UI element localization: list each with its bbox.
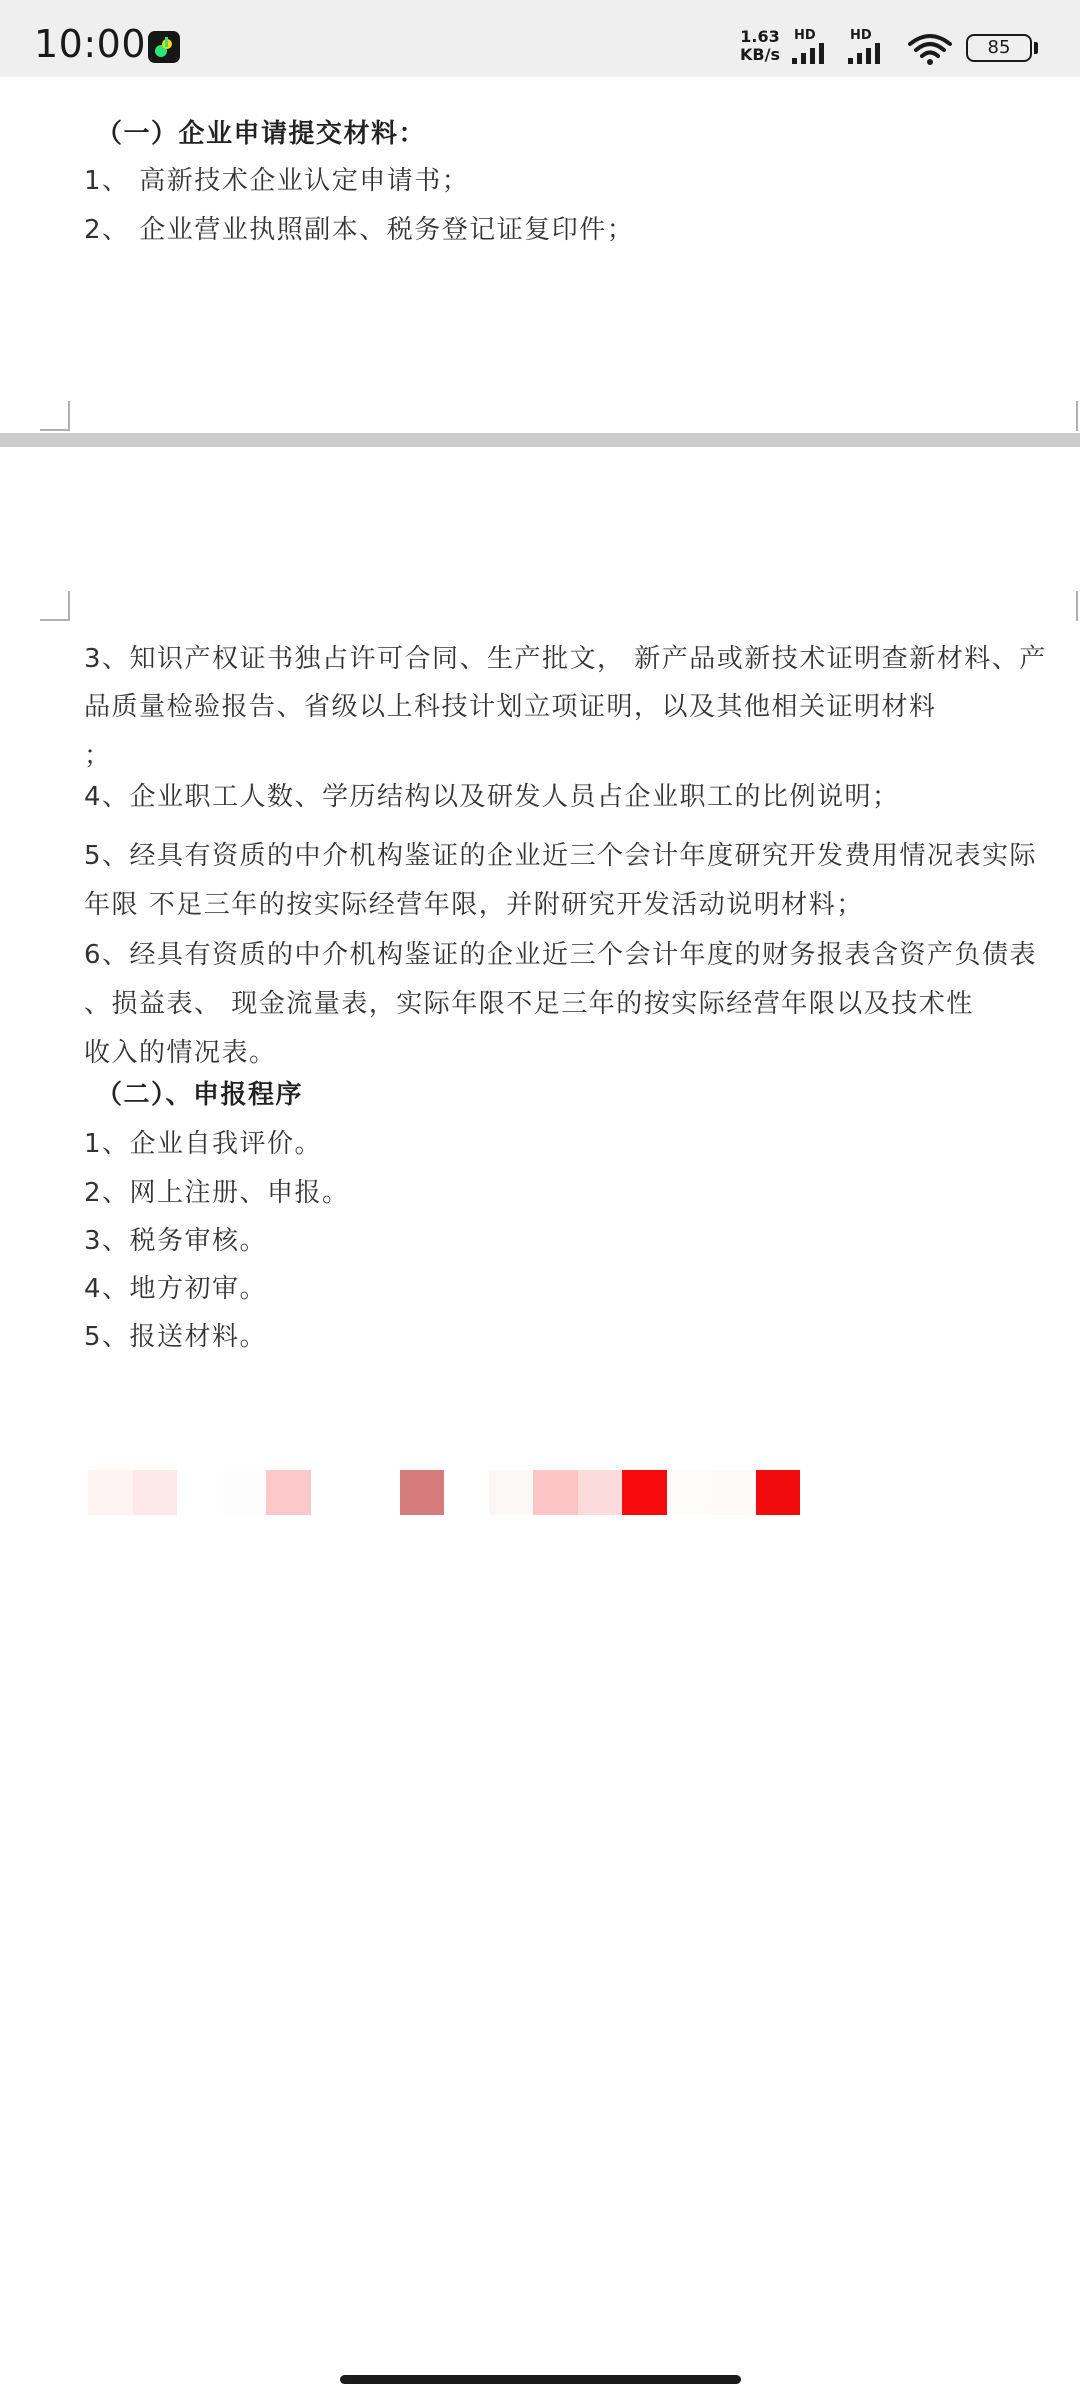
mosaic-cell [444,1470,489,1515]
procedure-step-4: 4、地方初审。 [84,1274,268,1304]
mosaic-cell [222,1470,267,1515]
mosaic-cell [88,1470,133,1515]
redacted-mosaic [88,1470,800,1515]
network-speed-value: 1.63 [740,27,780,46]
mosaic-cell [622,1470,667,1515]
material-item-1: 1、 高新技术企业认定申请书； [84,166,470,196]
status-bar [0,0,1080,77]
material-item-3-line-3: ； [84,741,112,771]
procedure-step-2: 2、网上注册、申报。 [84,1178,350,1208]
mosaic-cell [355,1470,400,1515]
page-corner-mark [1076,591,1080,621]
mosaic-cell [667,1470,712,1515]
procedure-step-1: 1、企业自我评价。 [84,1129,323,1159]
material-item-3-line-2: 品质量检验报告、省级以上科技计划立项证明，以及其他相关证明材料 [84,692,937,722]
mosaic-cell [266,1470,311,1515]
material-item-3-line-1: 3、知识产权证书独占许可合同、生产批文， 新产品或新技术证明查新材料、产 [84,644,1047,674]
mosaic-cell [133,1470,178,1515]
procedure-step-3: 3、税务审核。 [84,1226,268,1256]
mosaic-cell [489,1470,534,1515]
cellular-signal-2-icon [846,28,896,66]
battery-level: 85 [987,37,1011,58]
mosaic-cell [177,1470,222,1515]
mosaic-cell [311,1470,356,1515]
material-item-5-line-1: 5、经具有资质的中介机构鉴证的企业近三个会计年度研究开发费用情况表实际 [84,841,1038,871]
network-speed [734,28,786,64]
signal-2-hd-label: HD [850,28,872,43]
network-speed-unit: KB/s [740,45,780,64]
section2-heading: （二）、申报程序 [96,1080,304,1110]
mosaic-cell [711,1470,756,1515]
section1-heading: （一）企业申请提交材料： [96,119,427,149]
mosaic-cell [400,1470,445,1515]
material-item-6-line-1: 6、经具有资质的中介机构鉴证的企业近三个会计年度的财务报表含资产负债表 [84,940,1038,970]
app-notification-icon [148,31,180,63]
mosaic-cell [533,1470,578,1515]
procedure-step-5: 5、报送材料。 [84,1322,268,1352]
wifi-icon [906,32,954,68]
material-item-5-line-2: 年限 不足三年的按实际经营年限，并附研究开发活动说明材料； [84,890,864,920]
status-time: 10:00 [34,22,147,66]
material-item-2: 2、 企业营业执照副本、税务登记证复印件； [84,215,635,245]
page-corner-mark [40,591,70,621]
material-item-6-line-3: 收入的情况表。 [84,1038,277,1068]
cellular-signal-1-icon [790,28,840,66]
page-corner-mark [1076,401,1080,431]
mosaic-cell [756,1470,801,1515]
battery-tip [1034,42,1038,54]
battery-icon [966,34,1032,62]
page-corner-mark [40,401,70,431]
material-item-4: 4、企业职工人数、学历结构以及研发人员占企业职工的比例说明； [84,782,900,812]
home-gesture-bar[interactable] [340,2375,741,2384]
page-break-separator [0,433,1080,447]
signal-1-hd-label: HD [794,28,816,43]
material-item-6-line-2: 、损益表、 现金流量表，实际年限不足三年的按实际经营年限以及技术性 [84,989,974,1019]
mosaic-cell [578,1470,623,1515]
